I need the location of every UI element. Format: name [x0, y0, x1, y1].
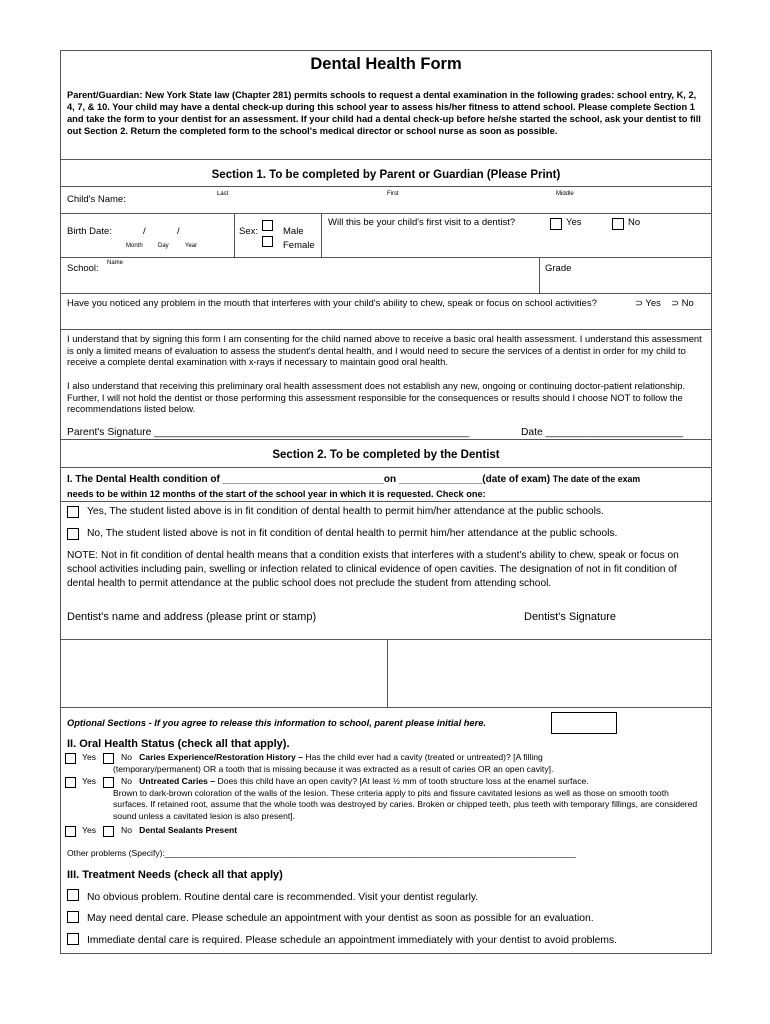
condition-line	[67, 474, 640, 485]
date-part-year: Year	[185, 243, 198, 249]
untreated-description: Does this child have an open cavity? [At least ½ mm of tooth structure loss at the enamel surface.	[215, 776, 589, 786]
intro-paragraph: Parent/Guardian: New York State law (Chapter 281) permits schools to request a dental examination in the following grades: school entry, K, 2, 4, 7, & 10. Your child may have a dental check-up during this school year to assess his/her fitness to attend school. Please complete Section 1 and take the form to your dentist for an assessment. If your child had a dental check-up before he/she started the school, ask your dentist to fill out Section 2. Return the completed form to the school's medical director or school nurse as soon as possible.	[67, 90, 701, 136]
parent-date-line[interactable]: Date ________________________	[521, 427, 684, 438]
parent-initial-box[interactable]	[551, 712, 617, 734]
untreated-no-label: No	[121, 776, 132, 786]
school-name-field[interactable]	[105, 263, 535, 277]
birth-date-label: Birth Date:	[67, 226, 112, 237]
caries-description: Has the child ever had a cavity (treated or untreated)? [A filling	[303, 752, 543, 762]
sealants-no-checkbox[interactable]	[103, 826, 114, 837]
untreated-yes-checkbox[interactable]	[65, 777, 76, 788]
dentist-signature-field[interactable]	[388, 640, 711, 707]
optional-intro: Optional Sections - If you agree to release this information to school, parent please initial here.	[67, 718, 486, 728]
treatment-needs-heading: III. Treatment Needs (check all that apply)	[67, 869, 283, 881]
dental-health-form	[60, 50, 712, 954]
section1-heading: Section 1. To be completed by Parent or Guardian (Please Print)	[211, 169, 561, 181]
sex-male-label: Male	[283, 226, 304, 237]
sealants-yes-label: Yes	[82, 825, 97, 835]
caries-heading: Caries Experience/Restoration History –	[139, 752, 303, 762]
fit-no-label: No, The student listed above is not in fit condition of dental health to permit him/her attendance at the public schools.	[87, 528, 618, 539]
untreated-line	[121, 776, 589, 787]
consent-paragraph-2: I also understand that receiving this preliminary oral health assessment does not establish any new, ongoing or continuing doctor-patient relationship. Further, I will not hold the dentist or those performing this assessment responsible for the consequences or results should I choose NOT to follow the recommendations listed below.	[67, 380, 686, 415]
first-visit-yes-checkbox[interactable]	[550, 218, 562, 230]
caries-no-checkbox[interactable]	[103, 753, 114, 764]
condition-line-part-a: I. The Dental Health condition of _____________________________on _______________(date of exam)	[67, 474, 551, 485]
sealants-line	[121, 825, 237, 836]
name-part-last: Last	[217, 191, 229, 197]
sealants-heading: Dental Sealants Present	[139, 825, 238, 835]
need-routine-label: No obvious problem. Routine dental care is recommended. Visit your dentist regularly.	[87, 892, 479, 903]
caries-yes-label: Yes	[82, 752, 97, 762]
first-visit-no-checkbox[interactable]	[612, 218, 624, 230]
caries-description-2: (temporary/permanent) OR a tooth that is missing because it was extracted as a result of caries OR an open cavity].	[113, 764, 554, 774]
dentist-name-address-field[interactable]	[61, 640, 387, 707]
sex-male-checkbox[interactable]	[262, 220, 273, 231]
sealants-yes-checkbox[interactable]	[65, 826, 76, 837]
caries-no-label: No	[121, 752, 132, 762]
fitness-note: NOTE: Not in fit condition of dental health means that a condition exists that interferes with a student's ability to chew, speak or focus on school activities including pain, swelling or infection related to clinical evidence of open cavities. The designation of not in fit condition of dental health to permit attendance at the public school does not preclude the student from attending school.	[67, 550, 679, 589]
parent-signature-line[interactable]: Parent's Signature _______________________________________________________	[67, 427, 470, 438]
grade-field[interactable]	[581, 263, 701, 277]
need-may-checkbox[interactable]	[67, 911, 79, 923]
sex-female-label: Female	[283, 240, 315, 251]
untreated-yes-label: Yes	[82, 776, 97, 786]
name-part-middle: Middle	[556, 191, 574, 197]
first-visit-no-label: No	[628, 217, 641, 228]
caries-yes-checkbox[interactable]	[65, 753, 76, 764]
school-label: School:	[67, 263, 99, 274]
dentist-name-label: Dentist's name and address (please print or stamp)	[67, 611, 317, 623]
untreated-heading: Untreated Caries –	[139, 776, 216, 786]
untreated-no-checkbox[interactable]	[103, 777, 114, 788]
consent-paragraph-1: I understand that by signing this form I am consenting for the child named above to receive a basic oral health assessment. I understand this assessment is only a limited means of evaluation to assess the student's dental health, and I would need to secure the services of a dentist in order for my child to receive a complete dental examination with x-rays if necessary to maintain good oral health.	[67, 333, 702, 368]
oral-health-heading: II. Oral Health Status (check all that apply).	[67, 738, 290, 750]
childs-name-label: Child's Name:	[67, 194, 126, 205]
fit-yes-label: Yes, The student listed above is in fit condition of dental health to permit him/her attendance at the public schools.	[87, 506, 604, 517]
form-title: Dental Health Form	[310, 55, 462, 73]
condition-line-part-b: The date of the exam	[552, 474, 641, 484]
untreated-description-2: Brown to dark-brown coloration of the walls of the lesion. These criteria apply to pits and fissure cavitated lesions as well as those on smooth tooth surfaces. If retained root, assume that the whole tooth was destroyed by caries. Broken or chipped teeth, plus teeth with temporary fillings, are considered sound unless a cavitated lesion is also present].	[113, 788, 698, 821]
childs-name-field[interactable]	[211, 199, 701, 211]
problem-yes-radio[interactable]: ⊃ Yes	[635, 298, 661, 309]
date-part-day: Day	[158, 243, 169, 249]
birth-date-field[interactable]	[123, 223, 223, 237]
school-name-hint: Name	[107, 260, 124, 266]
first-visit-question: Will this be your child's first visit to a dentist?	[328, 217, 516, 228]
name-part-first: First	[387, 191, 399, 197]
grade-label: Grade	[545, 263, 572, 274]
date-slash-1: /	[143, 226, 146, 237]
need-routine-checkbox[interactable]	[67, 889, 79, 901]
date-slash-2: /	[177, 226, 180, 237]
other-problems-field[interactable]: Other problems (Specify):______________________________________________________________________________________	[67, 848, 576, 858]
date-part-month: Month	[126, 243, 143, 249]
dentist-signature-label: Dentist's Signature	[524, 611, 616, 623]
need-immediate-label: Immediate dental care is required. Please schedule an appointment immediately with your dentist to avoid problems.	[87, 935, 617, 946]
caries-line	[121, 752, 543, 763]
fit-yes-checkbox[interactable]	[67, 506, 79, 518]
fit-no-checkbox[interactable]	[67, 528, 79, 540]
sealants-no-label: No	[121, 825, 132, 835]
sex-label: Sex:	[239, 226, 259, 237]
first-visit-yes-label: Yes	[566, 217, 582, 228]
condition-line-2: needs to be within 12 months of the start of the school year in which it is requested. Check one:	[67, 489, 486, 499]
need-may-label: May need dental care. Please schedule an appointment with your dentist as soon as possible for an evaluation.	[87, 913, 594, 924]
sex-female-checkbox[interactable]	[262, 236, 273, 247]
section2-heading: Section 2. To be completed by the Dentist	[272, 449, 500, 461]
need-immediate-checkbox[interactable]	[67, 933, 79, 945]
problem-no-radio[interactable]: ⊃ No	[671, 298, 694, 309]
problem-question: Have you noticed any problem in the mouth that interferes with your child's ability to chew, speak or focus on school activities?	[67, 298, 597, 309]
